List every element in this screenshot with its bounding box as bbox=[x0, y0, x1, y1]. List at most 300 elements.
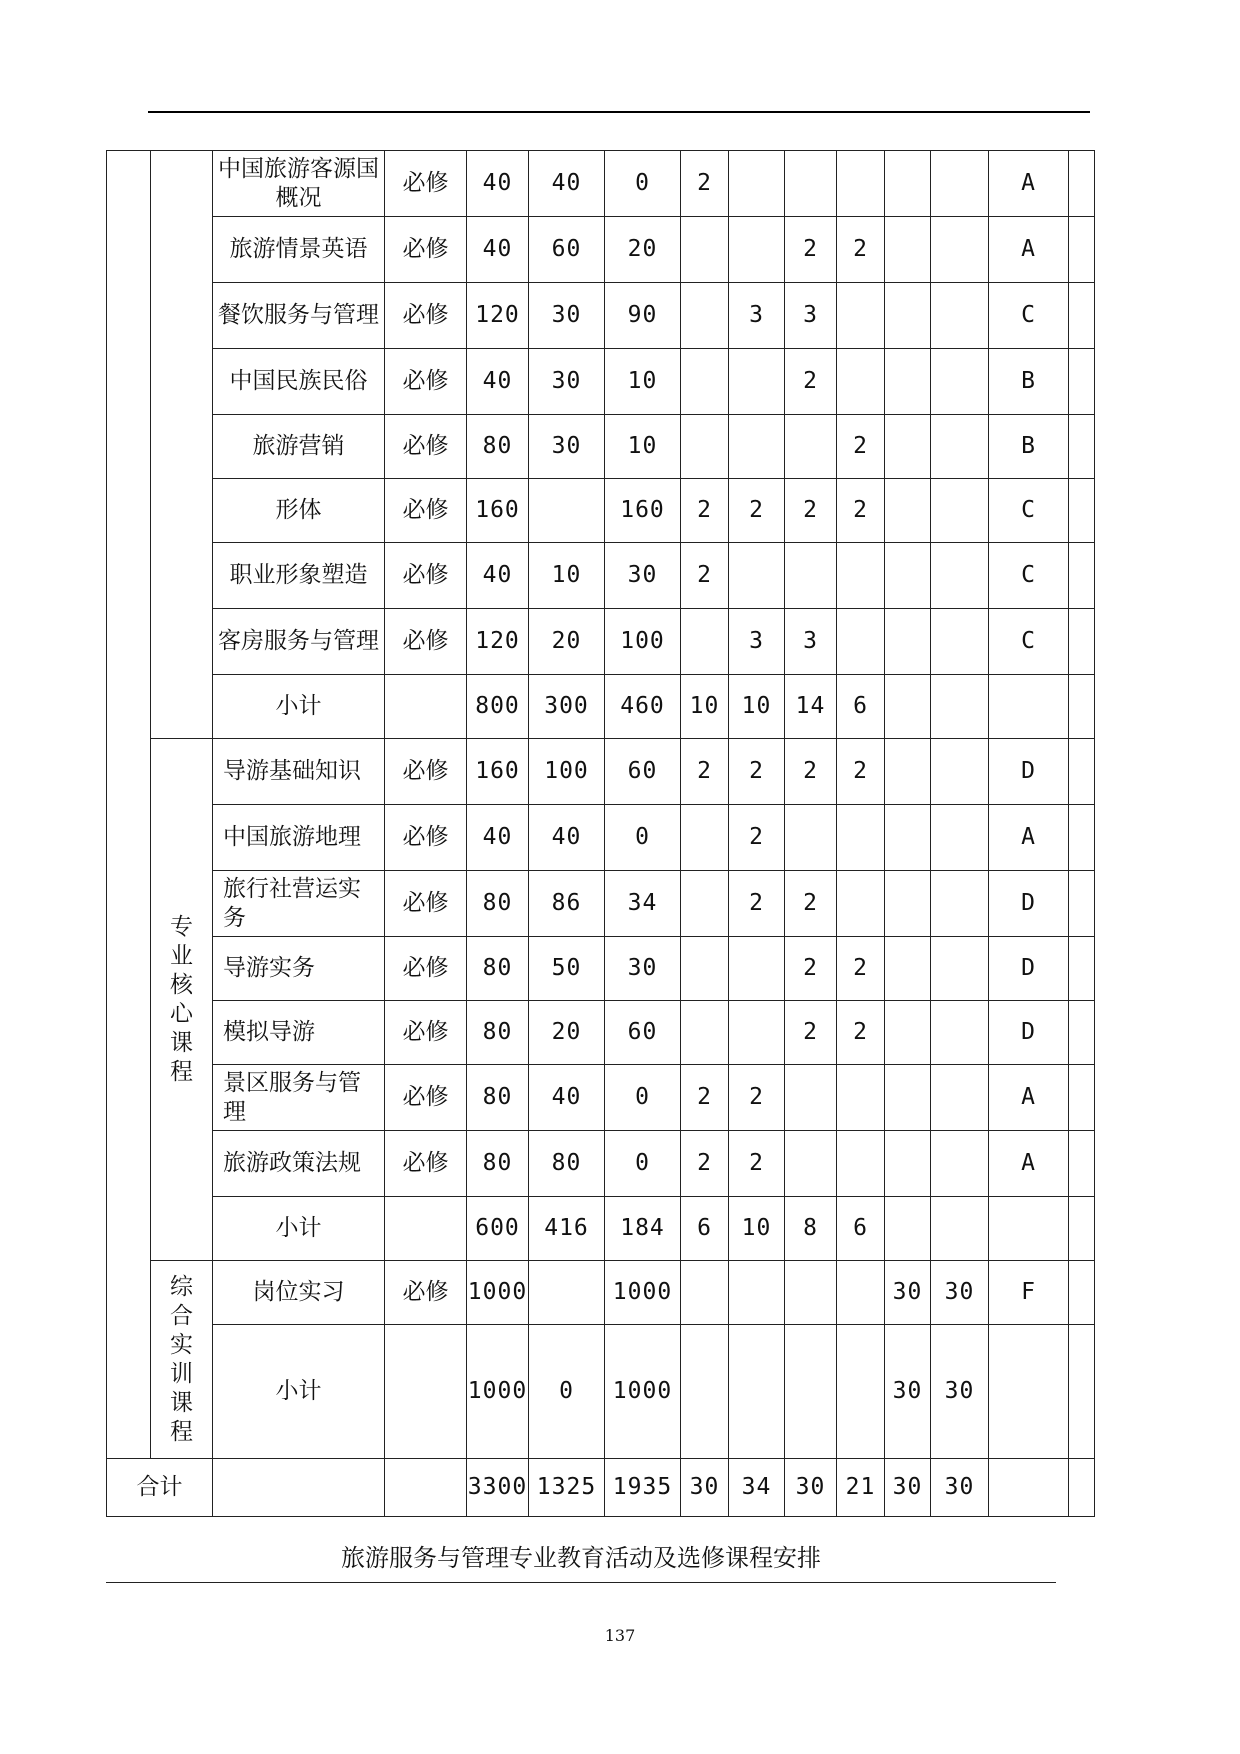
course-name: 模拟导游 bbox=[213, 1001, 385, 1065]
value-c1: 40 bbox=[467, 805, 529, 871]
value-c3: 60 bbox=[605, 1001, 681, 1065]
total-c2: 1325 bbox=[529, 1459, 605, 1517]
assessment-grade: B bbox=[989, 349, 1069, 415]
course-type bbox=[385, 675, 467, 739]
course-type: 必修 bbox=[385, 1131, 467, 1197]
course-type: 必修 bbox=[385, 1261, 467, 1325]
value-s4: 6 bbox=[837, 675, 885, 739]
course-type bbox=[385, 1325, 467, 1459]
value-s3 bbox=[785, 1261, 837, 1325]
value-c1: 40 bbox=[467, 543, 529, 609]
value-s2: 10 bbox=[729, 1197, 785, 1261]
table-row bbox=[107, 937, 1095, 1001]
value-s4 bbox=[837, 1325, 885, 1459]
course-name: 中国民族民俗 bbox=[213, 349, 385, 415]
value-s1: 10 bbox=[681, 675, 729, 739]
assessment-grade: C bbox=[989, 283, 1069, 349]
value-s5: 30 bbox=[885, 1261, 931, 1325]
value-s5 bbox=[885, 805, 931, 871]
value-s2 bbox=[729, 217, 785, 283]
value-s6 bbox=[931, 543, 989, 609]
value-s1: 2 bbox=[681, 1065, 729, 1131]
value-c3: 60 bbox=[605, 739, 681, 805]
blank-cell bbox=[1069, 217, 1095, 283]
blank-cell bbox=[1069, 1325, 1095, 1459]
value-s1 bbox=[681, 217, 729, 283]
value-s4 bbox=[837, 871, 885, 937]
value-c3: 0 bbox=[605, 1131, 681, 1197]
course-type: 必修 bbox=[385, 1001, 467, 1065]
category-char: 程 bbox=[170, 1418, 193, 1445]
value-s3: 2 bbox=[785, 1001, 837, 1065]
blank-cell bbox=[1069, 1001, 1095, 1065]
value-c1: 80 bbox=[467, 1001, 529, 1065]
assessment-grade: C bbox=[989, 479, 1069, 543]
blank-cell bbox=[1069, 349, 1095, 415]
value-s5: 30 bbox=[885, 1325, 931, 1459]
value-c2: 60 bbox=[529, 217, 605, 283]
assessment-grade: A bbox=[989, 151, 1069, 217]
blank-cell bbox=[1069, 805, 1095, 871]
course-type bbox=[385, 1197, 467, 1261]
table-row bbox=[107, 151, 1095, 217]
value-c1: 160 bbox=[467, 739, 529, 805]
value-c1: 600 bbox=[467, 1197, 529, 1261]
value-s6 bbox=[931, 415, 989, 479]
total-s6: 30 bbox=[931, 1459, 989, 1517]
value-s6 bbox=[931, 1131, 989, 1197]
value-s1 bbox=[681, 415, 729, 479]
category-char: 程 bbox=[170, 1058, 193, 1085]
course-name: 旅行社营运实务 bbox=[213, 871, 385, 937]
total-s1: 30 bbox=[681, 1459, 729, 1517]
blank-outer-cell bbox=[107, 151, 151, 1459]
course-type: 必修 bbox=[385, 415, 467, 479]
value-c2: 100 bbox=[529, 739, 605, 805]
total-name bbox=[213, 1459, 385, 1517]
course-name: 景区服务与管理 bbox=[213, 1065, 385, 1131]
table-row bbox=[107, 217, 1095, 283]
value-s4: 2 bbox=[837, 937, 885, 1001]
value-c3: 10 bbox=[605, 415, 681, 479]
value-c3: 460 bbox=[605, 675, 681, 739]
value-s4: 2 bbox=[837, 1001, 885, 1065]
value-s2: 10 bbox=[729, 675, 785, 739]
value-c1: 40 bbox=[467, 349, 529, 415]
assessment-grade: A bbox=[989, 217, 1069, 283]
course-name: 小计 bbox=[213, 675, 385, 739]
value-s4 bbox=[837, 151, 885, 217]
value-s3 bbox=[785, 1131, 837, 1197]
value-s4 bbox=[837, 1261, 885, 1325]
blank-cell bbox=[1069, 543, 1095, 609]
value-c1: 80 bbox=[467, 937, 529, 1001]
table-row bbox=[107, 349, 1095, 415]
course-type: 必修 bbox=[385, 217, 467, 283]
value-s3: 2 bbox=[785, 937, 837, 1001]
value-s3 bbox=[785, 415, 837, 479]
assessment-grade: C bbox=[989, 609, 1069, 675]
blank-cell bbox=[1069, 871, 1095, 937]
total-s4: 21 bbox=[837, 1459, 885, 1517]
total-c3: 1935 bbox=[605, 1459, 681, 1517]
value-s6 bbox=[931, 479, 989, 543]
value-c2: 30 bbox=[529, 415, 605, 479]
value-c3: 10 bbox=[605, 349, 681, 415]
total-s3: 30 bbox=[785, 1459, 837, 1517]
total-s2: 34 bbox=[729, 1459, 785, 1517]
table-row bbox=[107, 805, 1095, 871]
value-c1: 160 bbox=[467, 479, 529, 543]
value-s4 bbox=[837, 805, 885, 871]
value-s5 bbox=[885, 609, 931, 675]
value-s5 bbox=[885, 1001, 931, 1065]
value-s3: 2 bbox=[785, 739, 837, 805]
blank-cell bbox=[1069, 675, 1095, 739]
value-s2: 2 bbox=[729, 871, 785, 937]
value-c2: 40 bbox=[529, 1065, 605, 1131]
course-name: 旅游情景英语 bbox=[213, 217, 385, 283]
category-char: 训 bbox=[170, 1360, 193, 1387]
value-s3: 2 bbox=[785, 871, 837, 937]
value-s3 bbox=[785, 543, 837, 609]
value-c3: 100 bbox=[605, 609, 681, 675]
assessment-grade: D bbox=[989, 1001, 1069, 1065]
course-type: 必修 bbox=[385, 349, 467, 415]
blank-cell bbox=[1069, 739, 1095, 805]
value-s6 bbox=[931, 1001, 989, 1065]
category-cell bbox=[151, 739, 213, 1261]
total-grade bbox=[989, 1459, 1069, 1517]
category-char: 业 bbox=[170, 942, 193, 969]
course-name: 导游实务 bbox=[213, 937, 385, 1001]
value-c1: 120 bbox=[467, 609, 529, 675]
value-s4 bbox=[837, 543, 885, 609]
value-s1 bbox=[681, 349, 729, 415]
value-s5 bbox=[885, 1131, 931, 1197]
assessment-grade: D bbox=[989, 739, 1069, 805]
value-s1 bbox=[681, 1001, 729, 1065]
value-s3: 3 bbox=[785, 283, 837, 349]
category-char: 综 bbox=[170, 1273, 193, 1300]
category-char: 合 bbox=[170, 1302, 193, 1329]
value-c2: 30 bbox=[529, 283, 605, 349]
value-s6 bbox=[931, 283, 989, 349]
value-s3: 8 bbox=[785, 1197, 837, 1261]
assessment-grade: A bbox=[989, 805, 1069, 871]
value-s6 bbox=[931, 151, 989, 217]
value-s6 bbox=[931, 1065, 989, 1131]
assessment-grade: F bbox=[989, 1261, 1069, 1325]
value-s4 bbox=[837, 283, 885, 349]
table-row bbox=[107, 739, 1095, 805]
course-name: 餐饮服务与管理 bbox=[213, 283, 385, 349]
value-s5 bbox=[885, 217, 931, 283]
value-s2 bbox=[729, 1325, 785, 1459]
blank-cell bbox=[1069, 479, 1095, 543]
value-s3: 3 bbox=[785, 609, 837, 675]
course-name: 中国旅游客源国概况 bbox=[213, 151, 385, 217]
value-s2: 2 bbox=[729, 479, 785, 543]
course-name: 中国旅游地理 bbox=[213, 805, 385, 871]
total-s5: 30 bbox=[885, 1459, 931, 1517]
value-c2: 416 bbox=[529, 1197, 605, 1261]
value-c3: 20 bbox=[605, 217, 681, 283]
value-s1 bbox=[681, 805, 729, 871]
course-type: 必修 bbox=[385, 609, 467, 675]
value-c1: 800 bbox=[467, 675, 529, 739]
category-char: 心 bbox=[170, 1000, 193, 1027]
value-c2: 30 bbox=[529, 349, 605, 415]
blank-cell bbox=[1069, 283, 1095, 349]
value-c2: 86 bbox=[529, 871, 605, 937]
value-c3: 0 bbox=[605, 151, 681, 217]
table-row bbox=[107, 1001, 1095, 1065]
value-s1 bbox=[681, 871, 729, 937]
value-c1: 80 bbox=[467, 1065, 529, 1131]
value-c3: 0 bbox=[605, 805, 681, 871]
value-c2: 50 bbox=[529, 937, 605, 1001]
value-s4 bbox=[837, 609, 885, 675]
value-s5 bbox=[885, 937, 931, 1001]
value-s3 bbox=[785, 1325, 837, 1459]
total-c1: 3300 bbox=[467, 1459, 529, 1517]
category-char: 核 bbox=[170, 971, 193, 998]
course-schedule-table bbox=[106, 150, 1095, 1517]
assessment-grade bbox=[989, 1325, 1069, 1459]
value-s4 bbox=[837, 1131, 885, 1197]
value-c2 bbox=[529, 479, 605, 543]
blank-cell bbox=[1069, 937, 1095, 1001]
value-c3: 1000 bbox=[605, 1261, 681, 1325]
value-s2 bbox=[729, 349, 785, 415]
blank-cell bbox=[1069, 151, 1095, 217]
value-c1: 1000 bbox=[467, 1261, 529, 1325]
value-c2 bbox=[529, 1261, 605, 1325]
course-name: 形体 bbox=[213, 479, 385, 543]
value-s5 bbox=[885, 415, 931, 479]
value-c2: 40 bbox=[529, 805, 605, 871]
course-name: 职业形象塑造 bbox=[213, 543, 385, 609]
value-c1: 120 bbox=[467, 283, 529, 349]
value-s6: 30 bbox=[931, 1261, 989, 1325]
value-c3: 184 bbox=[605, 1197, 681, 1261]
table-row bbox=[107, 871, 1095, 937]
value-s4: 2 bbox=[837, 415, 885, 479]
course-type: 必修 bbox=[385, 283, 467, 349]
value-s1: 2 bbox=[681, 739, 729, 805]
value-c3: 90 bbox=[605, 283, 681, 349]
value-s3: 2 bbox=[785, 349, 837, 415]
category-char: 实 bbox=[170, 1331, 193, 1358]
value-c3: 1000 bbox=[605, 1325, 681, 1459]
value-s2: 2 bbox=[729, 1065, 785, 1131]
blank-cell bbox=[1069, 1065, 1095, 1131]
table-row bbox=[107, 283, 1095, 349]
blank-cell bbox=[1069, 1459, 1095, 1517]
value-s1: 2 bbox=[681, 543, 729, 609]
value-s4: 6 bbox=[837, 1197, 885, 1261]
value-s2 bbox=[729, 937, 785, 1001]
value-s5 bbox=[885, 283, 931, 349]
value-s2 bbox=[729, 1261, 785, 1325]
value-s2 bbox=[729, 1001, 785, 1065]
total-row bbox=[107, 1459, 1095, 1517]
assessment-grade bbox=[989, 1197, 1069, 1261]
value-s1: 2 bbox=[681, 479, 729, 543]
assessment-grade: D bbox=[989, 937, 1069, 1001]
value-c2: 0 bbox=[529, 1325, 605, 1459]
assessment-grade: B bbox=[989, 415, 1069, 479]
value-s6 bbox=[931, 871, 989, 937]
value-c2: 300 bbox=[529, 675, 605, 739]
table-row bbox=[107, 1261, 1095, 1325]
value-s4: 2 bbox=[837, 479, 885, 543]
value-s2: 2 bbox=[729, 805, 785, 871]
blank-cell bbox=[1069, 1131, 1095, 1197]
value-c1: 80 bbox=[467, 415, 529, 479]
assessment-grade bbox=[989, 675, 1069, 739]
value-c3: 0 bbox=[605, 1065, 681, 1131]
subtotal-row bbox=[107, 675, 1095, 739]
value-c3: 30 bbox=[605, 543, 681, 609]
value-s6 bbox=[931, 675, 989, 739]
course-name: 客房服务与管理 bbox=[213, 609, 385, 675]
value-s3 bbox=[785, 805, 837, 871]
course-type: 必修 bbox=[385, 479, 467, 543]
value-s1: 2 bbox=[681, 151, 729, 217]
value-s6 bbox=[931, 739, 989, 805]
value-c3: 30 bbox=[605, 937, 681, 1001]
value-s3 bbox=[785, 151, 837, 217]
value-s1 bbox=[681, 937, 729, 1001]
value-s5 bbox=[885, 151, 931, 217]
value-s2 bbox=[729, 151, 785, 217]
course-name: 小计 bbox=[213, 1197, 385, 1261]
category-cell bbox=[151, 1261, 213, 1459]
value-s6 bbox=[931, 1197, 989, 1261]
table-row bbox=[107, 1131, 1095, 1197]
table-row bbox=[107, 479, 1095, 543]
value-s3: 2 bbox=[785, 479, 837, 543]
table-row bbox=[107, 1065, 1095, 1131]
value-s5 bbox=[885, 543, 931, 609]
course-type: 必修 bbox=[385, 871, 467, 937]
subtotal-row bbox=[107, 1325, 1095, 1459]
table-row bbox=[107, 543, 1095, 609]
assessment-grade: A bbox=[989, 1065, 1069, 1131]
value-s6 bbox=[931, 349, 989, 415]
value-c2: 20 bbox=[529, 1001, 605, 1065]
category-char: 课 bbox=[170, 1029, 193, 1056]
course-type: 必修 bbox=[385, 151, 467, 217]
value-s4 bbox=[837, 1065, 885, 1131]
value-s3: 14 bbox=[785, 675, 837, 739]
blank-cell bbox=[1069, 1197, 1095, 1261]
value-s2 bbox=[729, 543, 785, 609]
value-s3 bbox=[785, 1065, 837, 1131]
value-s6 bbox=[931, 937, 989, 1001]
total-label: 合计 bbox=[107, 1459, 213, 1517]
value-s4: 2 bbox=[837, 739, 885, 805]
assessment-grade: C bbox=[989, 543, 1069, 609]
value-s6: 30 bbox=[931, 1325, 989, 1459]
total-type bbox=[385, 1459, 467, 1517]
value-s2: 2 bbox=[729, 739, 785, 805]
header-rule bbox=[148, 111, 1090, 113]
blank-cell bbox=[1069, 1261, 1095, 1325]
value-c2: 80 bbox=[529, 1131, 605, 1197]
value-c1: 40 bbox=[467, 151, 529, 217]
value-s1: 6 bbox=[681, 1197, 729, 1261]
assessment-grade: A bbox=[989, 1131, 1069, 1197]
page-number: 137 bbox=[604, 1626, 636, 1645]
value-s3: 2 bbox=[785, 217, 837, 283]
course-name: 小计 bbox=[213, 1325, 385, 1459]
category-cell bbox=[151, 151, 213, 739]
value-c1: 80 bbox=[467, 871, 529, 937]
value-s6 bbox=[931, 609, 989, 675]
value-s5 bbox=[885, 675, 931, 739]
value-c2: 10 bbox=[529, 543, 605, 609]
value-s1 bbox=[681, 1261, 729, 1325]
table-row bbox=[107, 609, 1095, 675]
value-s5 bbox=[885, 1197, 931, 1261]
value-s1 bbox=[681, 1325, 729, 1459]
category-char: 课 bbox=[170, 1389, 193, 1416]
value-s2: 3 bbox=[729, 283, 785, 349]
value-s5 bbox=[885, 871, 931, 937]
value-s1 bbox=[681, 609, 729, 675]
course-type: 必修 bbox=[385, 543, 467, 609]
course-type: 必修 bbox=[385, 739, 467, 805]
value-s5 bbox=[885, 479, 931, 543]
category-char: 专 bbox=[170, 913, 193, 940]
value-s4 bbox=[837, 349, 885, 415]
value-s6 bbox=[931, 217, 989, 283]
course-type: 必修 bbox=[385, 805, 467, 871]
value-c2: 40 bbox=[529, 151, 605, 217]
value-c2: 20 bbox=[529, 609, 605, 675]
value-c3: 160 bbox=[605, 479, 681, 543]
course-name: 旅游营销 bbox=[213, 415, 385, 479]
course-name: 导游基础知识 bbox=[213, 739, 385, 805]
table-row bbox=[107, 415, 1095, 479]
value-c1: 80 bbox=[467, 1131, 529, 1197]
value-s6 bbox=[931, 805, 989, 871]
value-s2 bbox=[729, 415, 785, 479]
assessment-grade: D bbox=[989, 871, 1069, 937]
course-type: 必修 bbox=[385, 937, 467, 1001]
value-s4: 2 bbox=[837, 217, 885, 283]
value-s5 bbox=[885, 739, 931, 805]
value-s1 bbox=[681, 283, 729, 349]
caption-rule bbox=[106, 1582, 1056, 1583]
value-s1: 2 bbox=[681, 1131, 729, 1197]
blank-cell bbox=[1069, 609, 1095, 675]
value-s2: 2 bbox=[729, 1131, 785, 1197]
blank-cell bbox=[1069, 415, 1095, 479]
value-s5 bbox=[885, 349, 931, 415]
value-c3: 34 bbox=[605, 871, 681, 937]
value-c1: 1000 bbox=[467, 1325, 529, 1459]
value-c1: 40 bbox=[467, 217, 529, 283]
subtotal-row bbox=[107, 1197, 1095, 1261]
course-name: 旅游政策法规 bbox=[213, 1131, 385, 1197]
course-type: 必修 bbox=[385, 1065, 467, 1131]
table-caption: 旅游服务与管理专业教育活动及选修课程安排 bbox=[341, 1544, 821, 1572]
course-name: 岗位实习 bbox=[213, 1261, 385, 1325]
